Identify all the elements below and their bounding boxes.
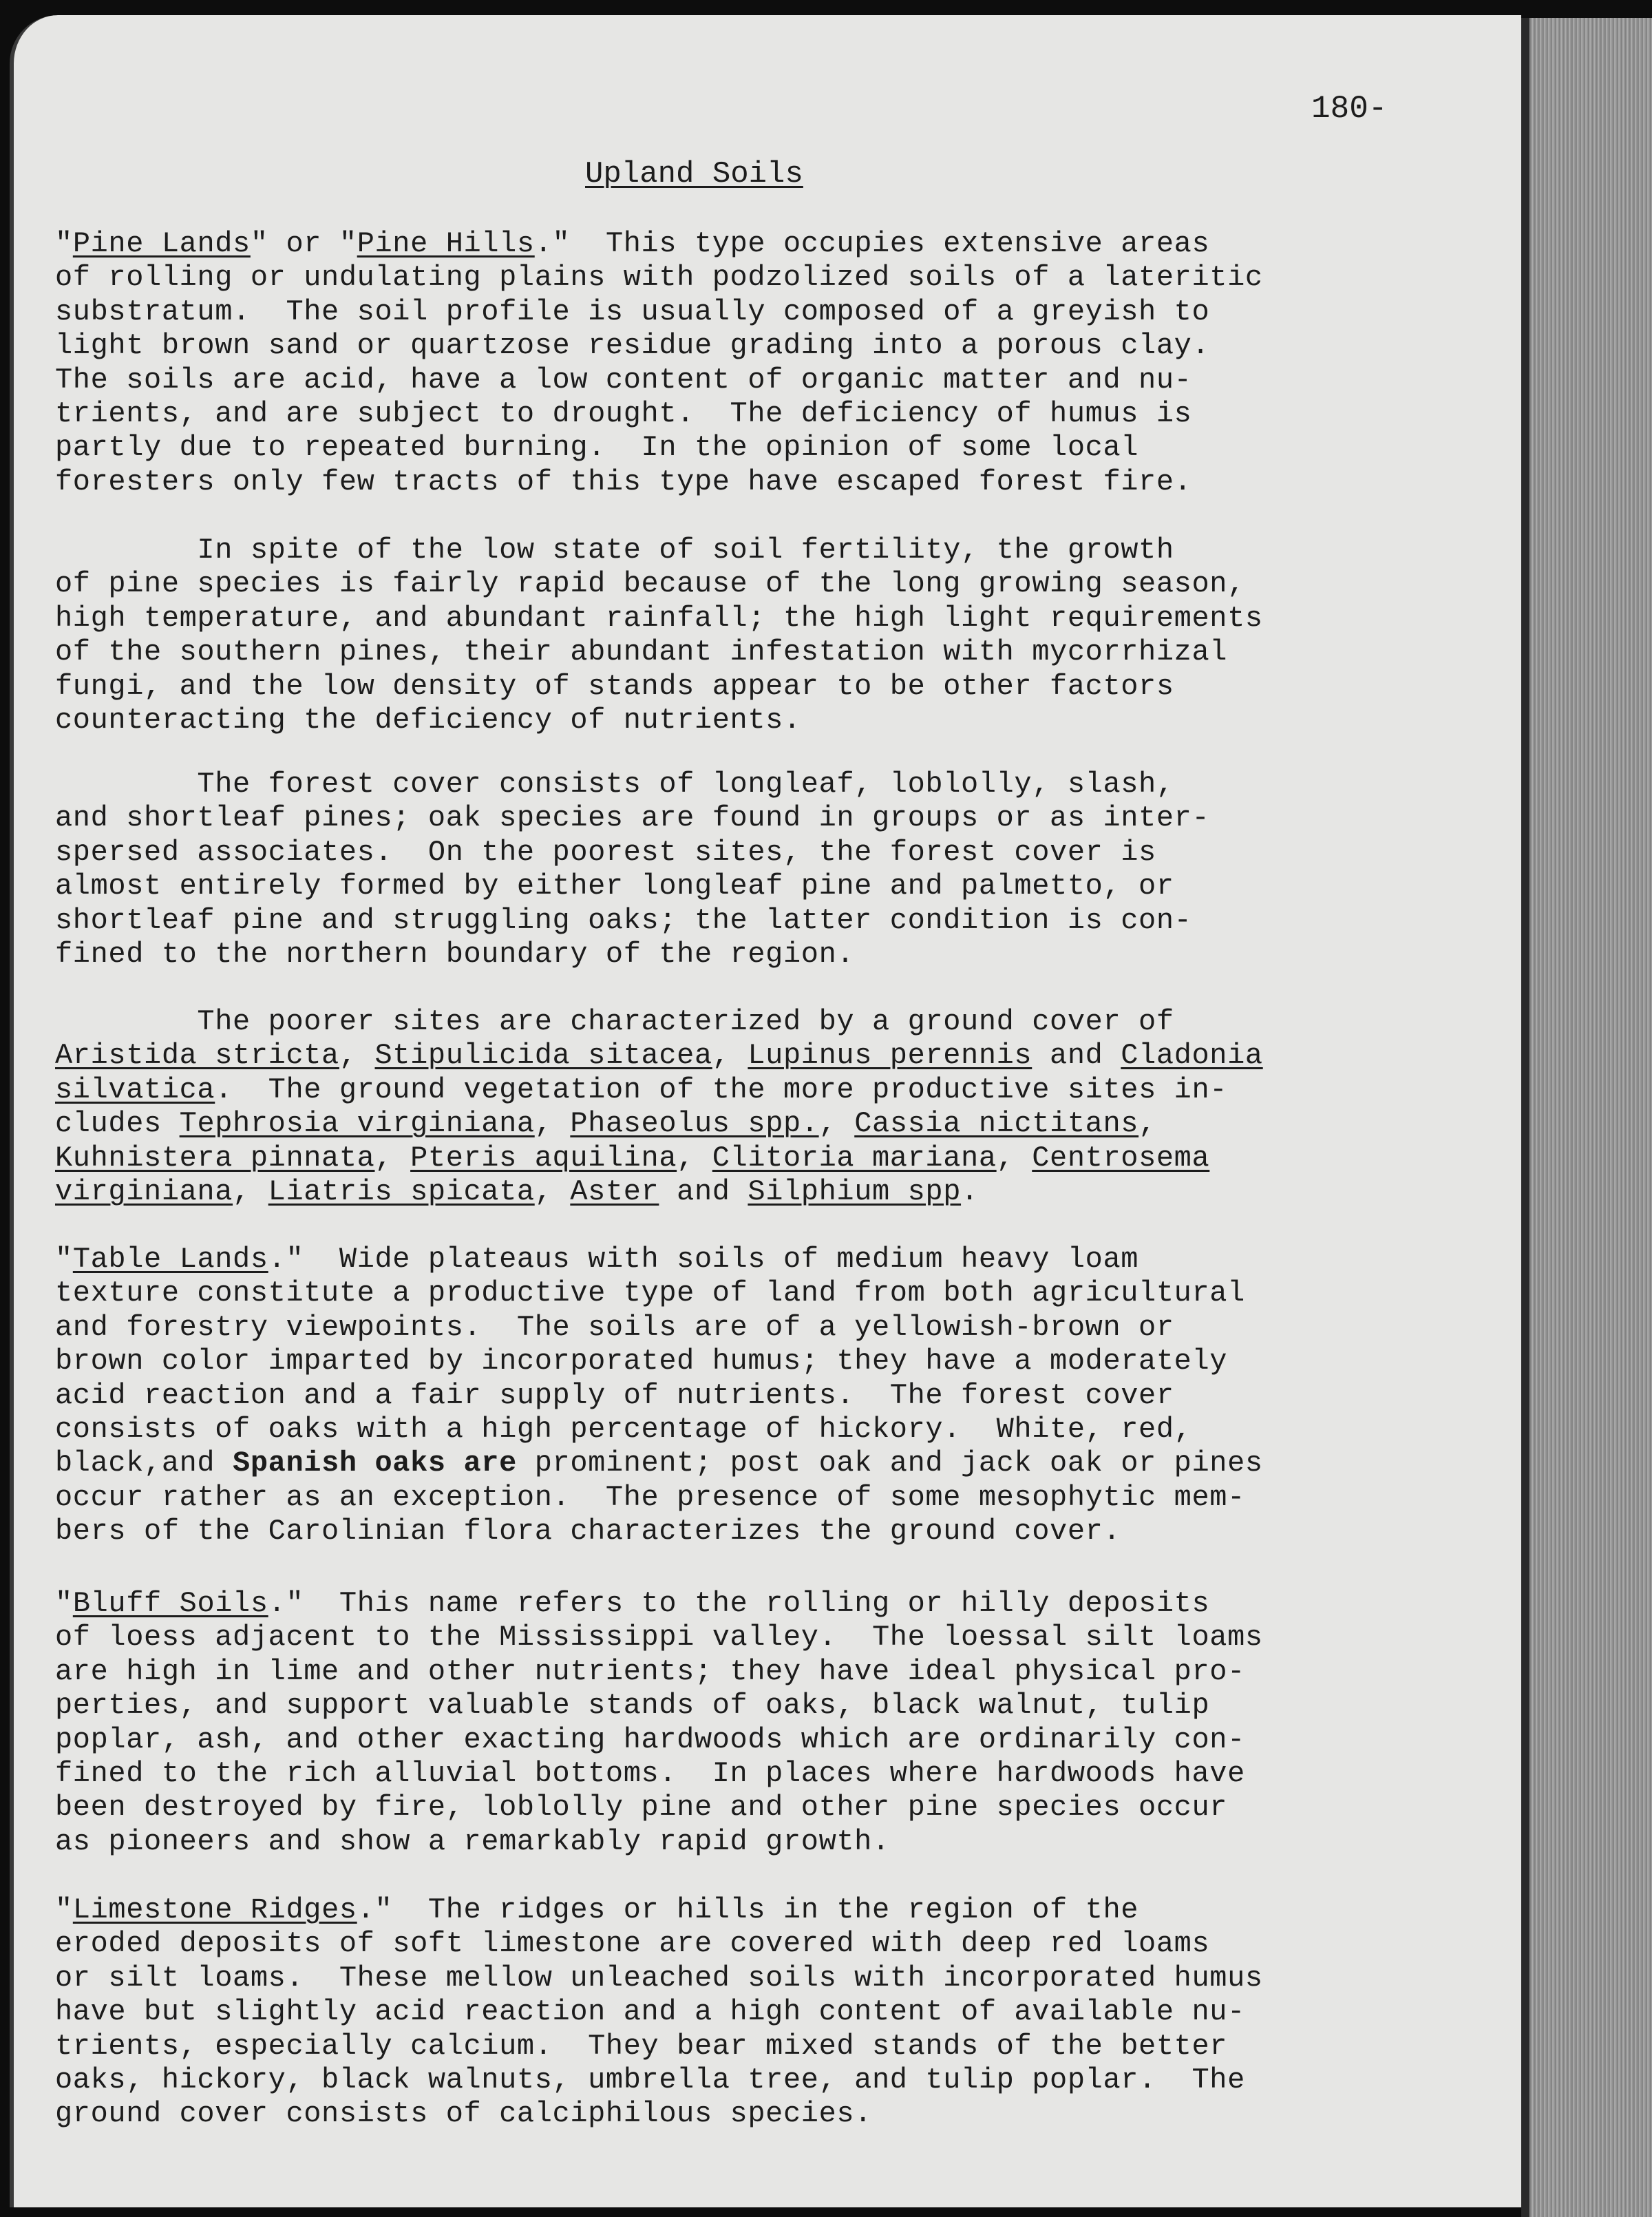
text-run: . The ground vegetation of the more productive sites in- [215, 1073, 1228, 1106]
text-run: " [55, 1243, 73, 1276]
text-run: foresters only few tracts of this type have escaped forest fire. [55, 465, 1192, 498]
text-run: cludes [55, 1107, 180, 1141]
text-run: , [534, 1175, 571, 1208]
text-line [55, 1447, 1263, 1480]
text-run: In spite of the low state of soil fertility, the growth [55, 534, 1174, 567]
text-line [55, 2030, 1227, 2063]
text-run: counteracting the deficiency of nutrients. [55, 704, 801, 737]
text-line [55, 1723, 1245, 1757]
text-run: The poorer sites are characterized by a ground cover of [55, 1005, 1174, 1038]
text-run: , [712, 1039, 748, 1073]
underlined-term: virginiana [55, 1175, 233, 1208]
text-run: or silt loams. These mellow unleached soils with incorporated humus [55, 1961, 1263, 1995]
underlined-term: Lupinus perennis [748, 1039, 1032, 1073]
text-run: brown color imparted by incorporated humus; they have a moderately [55, 1345, 1228, 1378]
text-run: , [677, 1141, 712, 1175]
text-line [55, 465, 1192, 499]
text-line [55, 1927, 1209, 1961]
text-run: , [818, 1107, 855, 1141]
text-run: and forestry viewpoints. The soils are of a yellowish-brown or [55, 1310, 1174, 1344]
text-run: consists of oaks with a high percentage of hickory. White, red, [55, 1413, 1192, 1446]
text-line [55, 2097, 872, 2131]
text-line [55, 1689, 1209, 1723]
underlined-term: Pine Lands [72, 227, 251, 260]
text-run: acid reaction and a fair supply of nutrients. The forest cover [55, 1378, 1174, 1412]
text-run: trients, and are subject to drought. The deficiency of humus is [55, 397, 1192, 430]
underlined-term: Phaseolus spp. [570, 1107, 819, 1141]
text-line [55, 364, 1192, 397]
text-run: oaks, hickory, black walnuts, umbrella tree, and tulip poplar. The [55, 2063, 1245, 2097]
text-run: " [55, 1587, 73, 1620]
underlined-term: Pine Hills [357, 227, 535, 260]
text-line [55, 635, 1227, 669]
book-page-edges [1521, 18, 1652, 2217]
text-line [55, 1073, 1227, 1107]
page-number: 180- [1311, 91, 1388, 127]
text-line [55, 1995, 1245, 2029]
text-run: as pioneers and show a remarkably rapid growth. [55, 1825, 890, 1858]
text-line [55, 1039, 1263, 1073]
text-line [55, 227, 1209, 261]
text-run: of pine species is fairly rapid because of the long growing season, [55, 567, 1245, 601]
text-run: . [961, 1175, 979, 1208]
text-line [55, 1005, 1174, 1039]
text-run: The forest cover consists of longleaf, loblolly, slash, [55, 768, 1174, 801]
text-run: ." The ridges or hills in the region of the [357, 1893, 1139, 1926]
text-line [55, 295, 1209, 329]
text-run: texture constitute a productive type of land from both agricultural [55, 1276, 1245, 1310]
text-run: spersed associates. On the poorest sites, the forest cover is [55, 835, 1156, 869]
underlined-term: Tephrosia virginiana [179, 1107, 535, 1141]
underlined-term: Clitoria mariana [712, 1141, 997, 1175]
underlined-term: Limestone Ridges [72, 1893, 357, 1926]
text-run: ." Wide plateaus with soils of medium heavy loam [268, 1243, 1139, 1276]
underlined-term: Pteris aquilina [410, 1141, 677, 1175]
text-line [55, 1791, 1227, 1825]
text-run: partly due to repeated burning. In the opinion of some local [55, 431, 1139, 465]
text-line [55, 1515, 1121, 1548]
text-run: fined to the rich alluvial bottoms. In places where hardwoods have [55, 1757, 1245, 1790]
text-line [55, 1962, 1263, 1995]
text-line [55, 801, 1209, 835]
underlined-term: Kuhnistera pinnata [55, 1141, 375, 1175]
underlined-term: Aster [570, 1175, 659, 1208]
text-run: been destroyed by fire, loblolly pine and other pine species occur [55, 1791, 1228, 1825]
text-run: black,and [55, 1447, 233, 1480]
underlined-term: Centrosema [1032, 1141, 1210, 1175]
text-run: prominent; post oak and jack oak or pines [516, 1447, 1263, 1480]
text-run: shortleaf pine and struggling oaks; the latter condition is con- [55, 903, 1192, 937]
text-run: , [534, 1107, 571, 1141]
text-run: bers of the Carolinian flora characterizes the ground cover. [55, 1515, 1121, 1548]
text-run: high temperature, and abundant rainfall; the high light requirements [55, 601, 1263, 635]
text-run: occur rather as an exception. The presence of some mesophytic mem- [55, 1480, 1245, 1514]
text-run: fungi, and the low density of stands appear to be other factors [55, 669, 1174, 703]
text-run: light brown sand or quartzose residue grading into a porous clay. [55, 329, 1210, 363]
text-line [55, 768, 1174, 801]
text-run: " [55, 1893, 73, 1926]
text-line [55, 704, 801, 737]
underlined-term: Stipulicida sitacea [374, 1039, 712, 1073]
text-line [55, 870, 1174, 903]
text-line [55, 1621, 1263, 1654]
text-run: ground cover consists of calciphilous species. [55, 2097, 872, 2131]
text-line [55, 1345, 1227, 1378]
text-line [55, 670, 1174, 704]
text-run: trients, especially calcium. They bear mixed stands of the better [55, 2029, 1228, 2063]
text-line [55, 1481, 1245, 1515]
text-line [55, 1107, 1156, 1141]
text-line [55, 1379, 1174, 1413]
text-run: ." This type occupies extensive areas [534, 227, 1210, 260]
text-line [55, 1142, 1209, 1175]
text-run: and [1032, 1039, 1121, 1073]
text-run: " or " [250, 227, 357, 260]
text-line [55, 938, 854, 971]
text-line [55, 1243, 1139, 1276]
text-line [55, 329, 1209, 363]
text-run: and shortleaf pines; oak species are found in groups or as inter- [55, 801, 1210, 835]
text-run: poplar, ash, and other exacting hardwoods which are ordinarily con- [55, 1723, 1245, 1756]
text-line [55, 1655, 1245, 1689]
underlined-term: Table Lands [72, 1243, 268, 1276]
text-run: have but slightly acid reaction and a high content of available nu- [55, 1995, 1245, 2029]
text-run: are high in lime and other nutrients; they have ideal physical pro- [55, 1654, 1245, 1688]
text-line [55, 1587, 1209, 1621]
text-line [55, 1825, 890, 1859]
text-line [55, 431, 1139, 465]
underlined-term: Cassia nictitans [854, 1107, 1139, 1141]
text-line [55, 1311, 1174, 1345]
text-run: of rolling or undulating plains with podzolized soils of a lateritic [55, 261, 1263, 295]
bold-text: Spanish oaks are [233, 1447, 517, 1480]
page-title: Upland Soils [585, 157, 803, 191]
text-run: The soils are acid, have a low content of organic matter and nu- [55, 363, 1192, 397]
text-run: eroded deposits of soft limestone are covered with deep red loams [55, 1927, 1210, 1961]
text-run: almost entirely formed by either longleaf pine and palmetto, or [55, 870, 1174, 903]
text-line [55, 1893, 1139, 1927]
text-line [55, 1276, 1245, 1310]
text-run: , [233, 1175, 268, 1208]
underlined-term: Aristida stricta [55, 1039, 339, 1073]
text-line [55, 261, 1263, 295]
text-run: , [1139, 1107, 1156, 1141]
text-line [55, 567, 1245, 601]
text-run: , [339, 1039, 375, 1073]
text-line [55, 836, 1156, 870]
underlined-term: silvatica [55, 1073, 215, 1106]
text-run: " [55, 227, 73, 260]
text-run: of loess adjacent to the Mississippi valley. The loessal silt loams [55, 1621, 1263, 1654]
underlined-term: Cladonia [1121, 1039, 1263, 1073]
text-line [55, 602, 1263, 635]
underlined-term: Bluff Soils [72, 1587, 268, 1620]
text-line [55, 534, 1174, 567]
text-line [55, 1413, 1192, 1447]
text-line [55, 1175, 979, 1209]
underlined-term: Liatris spicata [268, 1175, 535, 1208]
text-run: substratum. The soil profile is usually composed of a greyish to [55, 295, 1210, 328]
text-run: and [659, 1175, 748, 1208]
text-line [55, 2063, 1245, 2097]
text-run: of the southern pines, their abundant infestation with mycorrhizal [55, 635, 1228, 669]
underlined-term: Silphium spp [748, 1175, 962, 1208]
text-run: ." This name refers to the rolling or hilly deposits [268, 1587, 1210, 1620]
text-line [55, 904, 1192, 938]
text-run: , [996, 1141, 1032, 1175]
text-line [55, 1757, 1245, 1791]
text-run: , [374, 1141, 411, 1175]
text-run: perties, and support valuable stands of oaks, black walnut, tulip [55, 1689, 1210, 1723]
text-run: fined to the northern boundary of the region. [55, 938, 855, 971]
text-line [55, 397, 1192, 431]
